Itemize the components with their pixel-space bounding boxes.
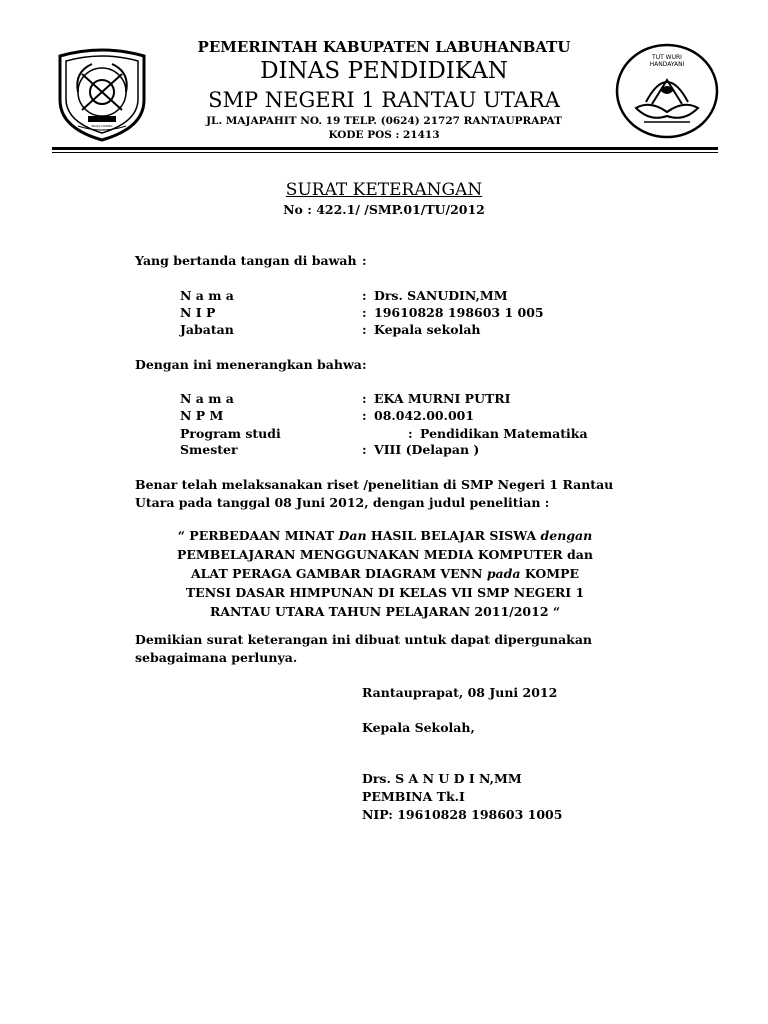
closing-paragraph (135, 631, 615, 667)
student-program-colon: : (408, 426, 413, 441)
student-name-value: EKA MURNI PUTRI (374, 391, 511, 406)
closing-line-1: Demikian surat keterangan ini dibuat untuk dapat dipergunakan (135, 632, 593, 647)
research-title (150, 526, 620, 621)
header-divider-thick (52, 147, 718, 150)
header-government: PEMERINTAH KABUPATEN LABUHANBATU (197, 38, 571, 56)
signer-position-value: Kepala sekolah (374, 322, 481, 337)
signature-nip: NIP: 19610828 198603 1005 (362, 807, 563, 822)
intro-colon: : (362, 253, 367, 268)
student-semester-label: Smester (180, 442, 238, 457)
signer-nip-value: 19610828 198603 1 005 (374, 305, 544, 320)
research-title-line-2: PEMBELAJARAN MENGGUNAKAN MEDIA KOMPUTER dan (177, 547, 593, 562)
student-program-label: Program studi (180, 426, 281, 441)
student-npm-label: N P M (180, 408, 224, 423)
statement-text: Dengan ini menerangkan bahwa (135, 357, 362, 372)
header-divider-thin (52, 152, 718, 153)
signature-name: Drs. S A N U D I N,MM (362, 771, 522, 786)
signature-rank: PEMBINA Tk.I (362, 789, 465, 804)
student-semester-colon: : (362, 442, 367, 457)
intro-text: Yang bertanda tangan di bawah (135, 253, 357, 268)
regency-logo-motto: EKAJA DARMA (91, 124, 113, 128)
signer-name-label: N a m a (180, 288, 234, 303)
research-title-line-1: “ PERBEDAAN MINAT Dan HASIL BELAJAR SISWA dengan (177, 528, 593, 543)
signer-position-colon: : (362, 322, 367, 337)
tut-wuri-motto: TUT WURI HANDAYANI (649, 54, 685, 68)
research-title-line-4: TENSI DASAR HIMPUNAN DI KELAS VII SMP NEGERI 1 (185, 585, 585, 600)
research-title-line-3: ALAT PERAGA GAMBAR DIAGRAM VENN pada KOMPE (190, 566, 580, 581)
letter-number: No : 422.1/ /SMP.01/TU/2012 (283, 202, 485, 217)
place-date: Rantauprapat, 08 Juni 2012 (362, 685, 558, 700)
student-name-label: N a m a (180, 391, 234, 406)
student-name-colon: : (362, 391, 367, 406)
signer-nip-label: N I P (180, 305, 216, 320)
letter-title: SURAT KETERANGAN (285, 180, 483, 200)
student-npm-value: 08.042.00.001 (374, 408, 475, 423)
header-department: DINAS PENDIDIKAN (260, 58, 508, 84)
closing-line-2: sebagaimana perlunya. (135, 650, 298, 665)
research-title-line-5: RANTAU UTARA TAHUN PELAJARAN 2011/2012 “ (209, 604, 561, 619)
signer-position-label: Jabatan (180, 322, 234, 337)
header-postal-code: KODE POS : 21413 (328, 129, 440, 141)
signer-name-colon: : (362, 288, 367, 303)
body-line-1: Benar telah melaksanakan riset /penelitian di SMP Negeri 1 Rantau (135, 477, 614, 492)
body-line-2: Utara pada tanggal 08 Juni 2012, dengan judul penelitian : (135, 495, 550, 510)
signature-role: Kepala Sekolah, (362, 720, 475, 735)
student-npm-colon: : (362, 408, 367, 423)
student-semester-value: VIII (Delapan ) (374, 442, 480, 457)
statement-colon: : (362, 357, 367, 372)
student-program-value: Pendidikan Matematika (420, 426, 588, 441)
header-school: SMP NEGERI 1 RANTAU UTARA (208, 88, 560, 112)
signer-nip-colon: : (362, 305, 367, 320)
header-address: JL. MAJAPAHIT NO. 19 TELP. (0624) 21727 RANTAUPRAPAT (206, 115, 562, 127)
signer-name-value: Drs. SANUDIN,MM (374, 288, 508, 303)
body-paragraph (135, 476, 615, 512)
